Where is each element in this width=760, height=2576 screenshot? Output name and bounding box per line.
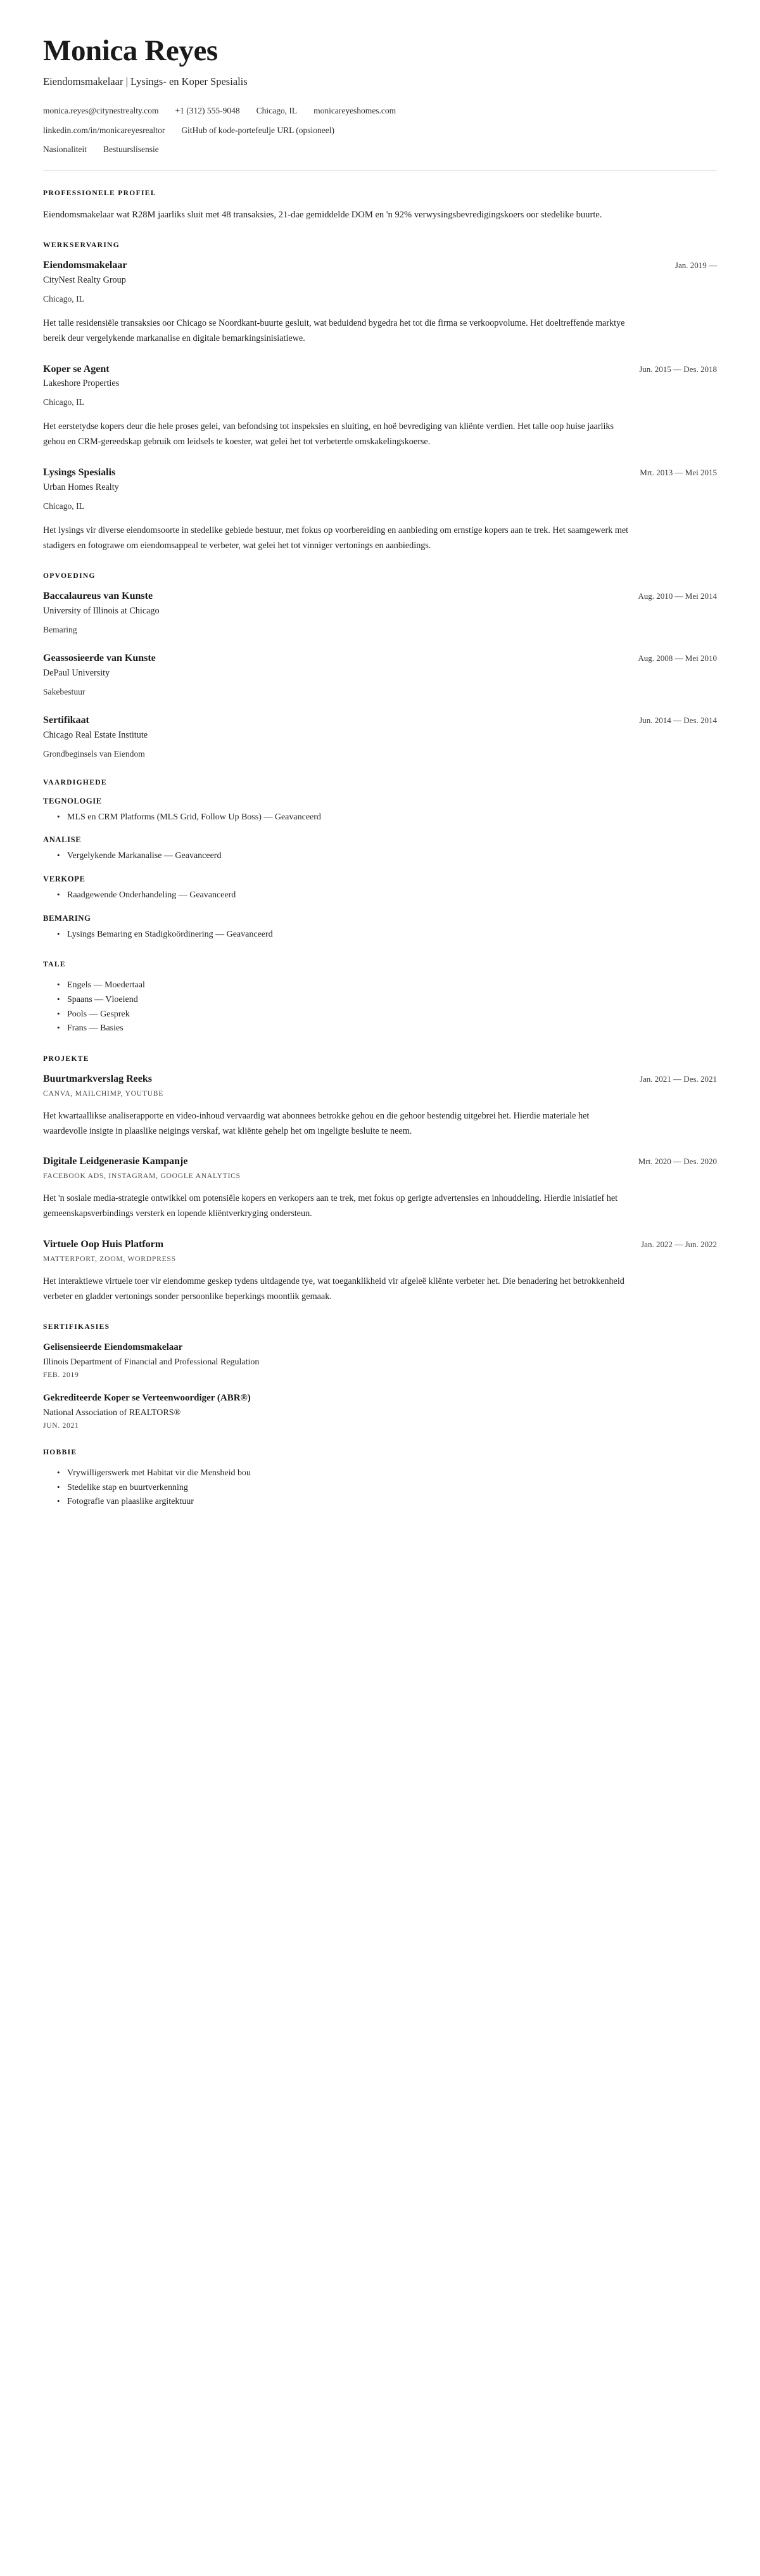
certification-date: FEB. 2019 — [43, 1371, 79, 1380]
section-certifications — [43, 1323, 717, 1430]
contact-github-placeholder[interactable]: GitHub of kode-portefeulje URL (opsioneel) — [181, 125, 334, 135]
language-item: • Spaans — Vloeiend — [57, 993, 717, 1008]
experience-entry — [43, 466, 717, 553]
section-hobbies — [43, 1449, 717, 1509]
certification-name: Gekrediteerde Koper se Verteenwoordiger (ABR®) — [43, 1393, 251, 1404]
contact-nationality: Nasionaliteit — [43, 144, 87, 155]
section-heading-languages: TALE — [43, 961, 66, 969]
project-dates: Jan. 2021 — Des. 2021 — [639, 1073, 717, 1084]
page-title: Monica Reyes — [43, 34, 218, 67]
job-location: Chicago, IL — [43, 501, 84, 511]
hobby-item: • Fotografie van plaaslike argitektuur — [57, 1495, 717, 1509]
project-dates: Mrt. 2020 — Des. 2020 — [638, 1157, 717, 1167]
experience-entry-header — [43, 259, 717, 272]
certification-issuer: Illinois Department of Financial and Professional Regulation — [43, 1357, 260, 1367]
field-of-study: Grondbeginsels van Eiendom — [43, 748, 145, 759]
job-description: Het eerstetydse kopers deur die hele proses gelei, van befondsing tot inspeksies en sluiting, en hoë bevrediging van kliënte verdien. Het talle oop huise jaarliks gehou en CRM-gereedskap gebruik om leidsels te koester, wat gelei het tot verbeterde omskakelingskoerse. — [43, 421, 614, 447]
section-profile — [43, 189, 717, 222]
education-entry-header — [43, 652, 717, 665]
contact-website[interactable]: monicareyeshomes.com — [314, 106, 396, 116]
hobby-list — [43, 1466, 717, 1509]
section-heading-certifications: SERTIFIKASIES — [43, 1323, 110, 1331]
education-entry-header — [43, 714, 717, 727]
project-entry — [43, 1238, 717, 1305]
certification-entry — [43, 1341, 717, 1379]
contact-email[interactable]: monica.reyes@citynestrealty.com — [43, 106, 159, 116]
project-description: Het 'n sosiale media-strategie ontwikkel om potensiële kopers en verkopers aan te trek, met fokus op gerigte advertensies en inhouddeling. Hierdie inisiatief het gemeenskapsverbindings versterk en lopende kliëntverkryging ondersteun. — [43, 1193, 618, 1219]
job-description: Het talle residensiële transaksies oor Chicago se Noordkant-buurte gesluit, wat beduidend bygedra het tot die firma se verkoopvolume. Het doeltreffende marktye bereik deur vergelykende markanalise en digitale bemarkingsinisiatiewe. — [43, 317, 625, 343]
education-entry — [43, 590, 717, 636]
skill-category-label: TEGNOLOGIE — [43, 796, 102, 805]
section-heading-hobbies: HOBBIE — [43, 1449, 77, 1457]
experience-entry-header — [43, 363, 717, 376]
contact-row-primary — [43, 105, 717, 117]
project-entry-header — [43, 1155, 717, 1169]
skill-category-label: VERKOPE — [43, 874, 86, 883]
project-entry-header — [43, 1238, 717, 1252]
section-skills — [43, 779, 717, 942]
contact-linkedin[interactable]: linkedin.com/in/monicareyesrealtor — [43, 125, 165, 135]
degree-title: Baccalaureus van Kunste — [43, 591, 153, 602]
job-dates: Jun. 2015 — Des. 2018 — [639, 364, 717, 374]
section-heading-experience: WERKSERVARING — [43, 241, 120, 250]
skill-category-label: ANALISE — [43, 835, 82, 845]
skill-group — [43, 797, 717, 825]
degree-title: Sertifikaat — [43, 714, 89, 726]
experience-entry — [43, 363, 717, 450]
project-tech-tags: FACEBOOK ADS, INSTAGRAM, GOOGLE ANALYTICS — [43, 1172, 241, 1181]
contact-location: Chicago, IL — [256, 106, 298, 116]
job-company: CityNest Realty Group — [43, 274, 126, 285]
resume-header — [43, 35, 717, 170]
job-title: Eiendomsmakelaar — [43, 260, 127, 271]
school-name: Chicago Real Estate Institute — [43, 729, 148, 740]
job-company: Urban Homes Realty — [43, 482, 119, 492]
section-projects — [43, 1055, 717, 1305]
profile-summary-text: Eiendomsmakelaar wat R28M jaarliks sluit met 48 transaksies, 21-dae gemiddelde DOM en 'n 92% verwysingsbevredigingskoers oor stedelike buurte. — [43, 209, 602, 220]
project-description: Het interaktiewe virtuele toer vir eiendomme geskep tydens uitdagende tye, wat toeganklikheid vir afgeleë kliënte verbeter het. Die benadering het betrokkenheid verbeter en gladder vertonings sonder persoonlike beperkings moontlik gemaak. — [43, 1276, 624, 1302]
section-heading-projects: PROJEKTE — [43, 1054, 89, 1063]
school-name: University of Illinois at Chicago — [43, 606, 160, 617]
certification-entry — [43, 1392, 717, 1430]
degree-dates: Jun. 2014 — Des. 2014 — [639, 715, 717, 725]
project-entry-header — [43, 1073, 717, 1086]
job-title: Koper se Agent — [43, 363, 110, 375]
skill-category-label: BEMARING — [43, 913, 91, 923]
skill-list — [43, 928, 717, 942]
skill-group — [43, 875, 717, 903]
language-list — [43, 978, 717, 1036]
skill-item: • MLS en CRM Platforms (MLS Grid, Follow Up Boss) — Geavanceerd — [57, 811, 717, 825]
skill-item: • Raadgewende Onderhandeling — Geavanceerd — [57, 888, 717, 903]
skill-group — [43, 835, 717, 864]
job-location: Chicago, IL — [43, 397, 84, 407]
section-heading-skills: VAARDIGHEDE — [43, 778, 107, 786]
certification-issuer: National Association of REALTORS® — [43, 1407, 181, 1418]
skill-list — [43, 849, 717, 864]
school-name: DePaul University — [43, 667, 110, 678]
project-description: Het kwartaallikse analiserapporte en video-inhoud vervaardig wat abonnees betrokke gehou en die gehoor bestendig uitgebrei het. Hierdie materiale het waardevolle insigte in plaaslike neigings verskaf, wat kliënte gehelp het om ingeligte besluite te neem. — [43, 1110, 590, 1136]
section-experience — [43, 241, 717, 553]
certification-date: JUN. 2021 — [43, 1421, 79, 1430]
skill-list — [43, 888, 717, 903]
skill-item: • Lysings Bemaring en Stadigkoördinering — Geavanceerd — [57, 928, 717, 942]
degree-dates: Aug. 2008 — Mei 2010 — [638, 653, 717, 663]
degree-dates: Aug. 2010 — Mei 2014 — [638, 591, 717, 601]
project-tech-tags: CANVA, MAILCHIMP, YOUTUBE — [43, 1089, 164, 1098]
skill-group — [43, 914, 717, 942]
project-entry — [43, 1073, 717, 1139]
professional-headline: Eiendomsmakelaar | Lysings- en Koper Spesialis — [43, 75, 248, 87]
field-of-study: Bemaring — [43, 625, 77, 635]
section-education — [43, 572, 717, 759]
section-heading-profile: PROFESSIONELE PROFIEL — [43, 189, 156, 197]
job-company: Lakeshore Properties — [43, 378, 120, 389]
education-entry — [43, 714, 717, 760]
language-item: • Engels — Moedertaal — [57, 978, 717, 993]
job-description: Het lysings vir diverse eiendomsoorte in stedelike gebiede bestuur, met fokus op voorbereiding en aanbieding om ernstige kopers aan te trek. Het saamgewerk met stadigers en fotograwe om eiendomsappeal te verbeter, wat gelei het tot vinniger vertonings en aanbiedings. — [43, 525, 629, 551]
language-item: • Frans — Basies — [57, 1022, 717, 1036]
project-name: Digitale Leidgenerasie Kampanje — [43, 1156, 188, 1167]
hobby-item: • Stedelike stap en buurtverkenning — [57, 1481, 717, 1496]
contact-drivers-license: Bestuurslisensie — [103, 144, 159, 155]
project-name: Buurtmarkverslag Reeks — [43, 1073, 152, 1084]
section-heading-education: OPVOEDING — [43, 572, 96, 580]
job-location: Chicago, IL — [43, 293, 84, 304]
job-title: Lysings Spesialis — [43, 467, 116, 478]
project-tech-tags: MATTERPORT, ZOOM, WORDPRESS — [43, 1254, 176, 1263]
contact-row-secondary — [43, 124, 717, 137]
project-entry — [43, 1155, 717, 1222]
hobby-item: • Vrywilligerswerk met Habitat vir die Mensheid bou — [57, 1466, 717, 1481]
education-entry-header — [43, 590, 717, 603]
education-entry — [43, 652, 717, 698]
experience-entry-header — [43, 466, 717, 480]
job-dates: Mrt. 2013 — Mei 2015 — [640, 468, 717, 477]
project-name: Virtuele Oop Huis Platform — [43, 1238, 164, 1250]
contact-row-tertiary — [43, 143, 717, 156]
degree-title: Geassosieerde van Kunste — [43, 653, 156, 664]
contact-phone[interactable]: +1 (312) 555-9048 — [175, 106, 240, 116]
language-item: • Pools — Gesprek — [57, 1008, 717, 1022]
project-dates: Jan. 2022 — Jun. 2022 — [641, 1239, 717, 1249]
job-dates: Jan. 2019 — — [674, 260, 717, 271]
skill-list — [43, 811, 717, 825]
section-languages — [43, 961, 717, 1036]
certification-name: Gelisensieerde Eiendomsmakelaar — [43, 1342, 183, 1353]
skill-item: • Vergelykende Markanalise — Geavanceerd — [57, 849, 717, 864]
field-of-study: Sakebestuur — [43, 686, 86, 696]
experience-entry — [43, 259, 717, 346]
